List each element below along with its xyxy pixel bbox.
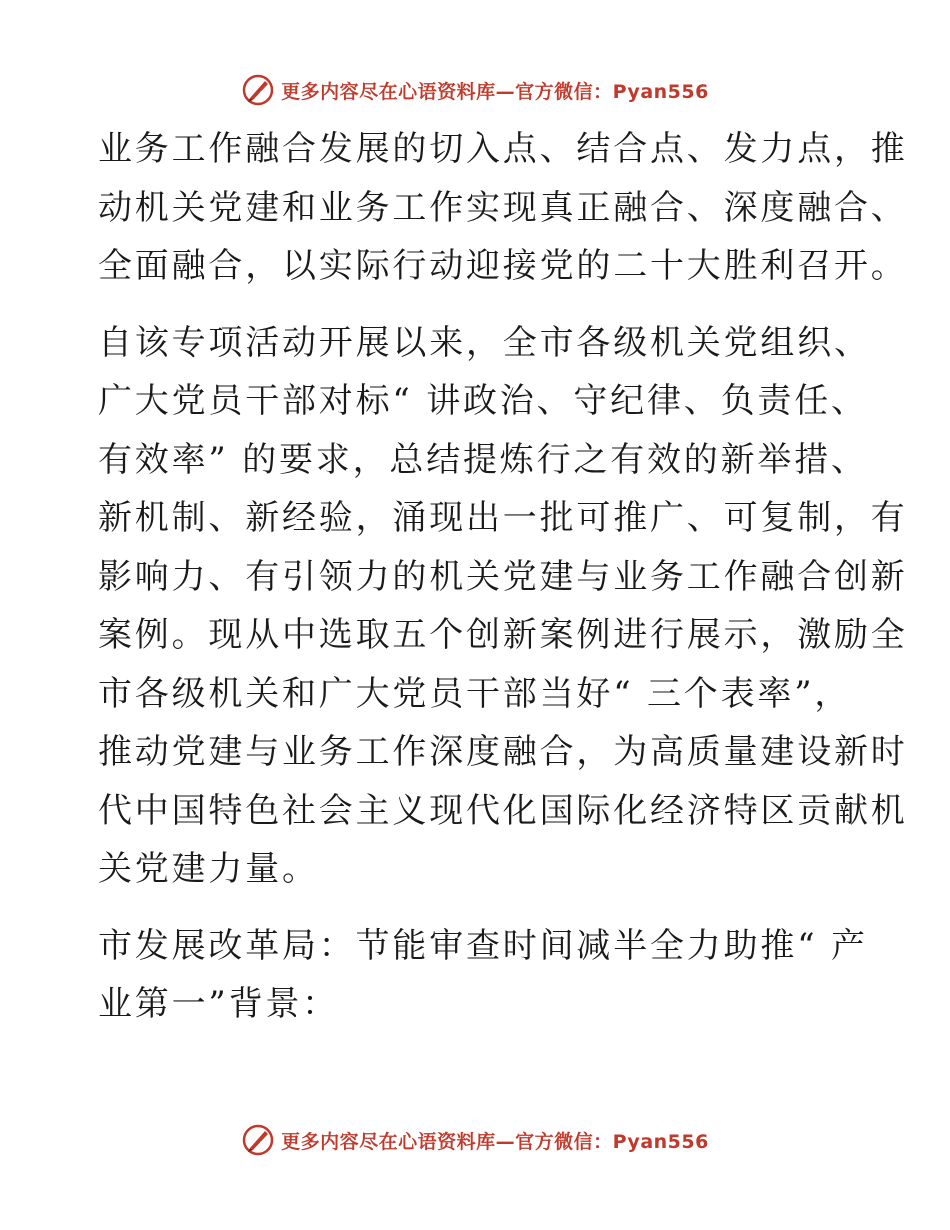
text-line: 推动党建与业务工作深度融合，为高质量建设新时 [98,732,908,772]
footer-watermark [0,1120,950,1160]
text-line: 市各级机关和广大党员干部当好“ 三个表率”， [98,673,852,714]
text-line: 案例。现从中选取五个创新案例进行展示，激励全 [98,615,908,655]
quill-pen-logo-icon [241,1123,275,1157]
paragraph-2 [98,314,908,899]
text-line: 全面融合，以实际行动迎接党的二十大胜利召开。 [98,246,908,286]
watermark-text: 更多内容尽在心语资料库—官方微信：Pyan556 [281,80,709,103]
text-line: 业务工作融合发展的切入点、结合点、发力点，推 [98,129,908,169]
text-line: 新机制、新经验，涌现出一批可推广、可复制，有 [98,498,908,538]
text-line: 自该专项活动开展以来，全市各级机关党组织、 [98,322,871,363]
quill-pen-logo-icon [241,73,275,107]
text-line: 影响力、有引领力的机关党建与业务工作融合创新 [98,556,908,597]
text-line: 代中国特色社会主义现代化国际化经济特区贡献机 [98,790,908,831]
text-line: 动机关党建和业务工作实现真正融合、深度融合、 [98,187,908,228]
watermark-text: 更多内容尽在心语资料库—官方微信：Pyan556 [281,1130,709,1153]
paragraph-1 [98,120,908,296]
paragraph-3 [98,917,868,1034]
document-body [98,120,908,1034]
header-watermark [0,70,950,110]
text-line: 关党建力量。 [98,849,319,889]
text-line: 广大党员干部对标“ 讲政治、守纪律、负责任、 [98,381,868,421]
text-line: 市发展改革局：节能审查时间减半全力助推“ 产 [98,925,868,966]
text-line: 业第一”背景： [98,984,339,1024]
text-line: 有效率” 的要求，总结提炼行之有效的新举措、 [98,439,868,480]
